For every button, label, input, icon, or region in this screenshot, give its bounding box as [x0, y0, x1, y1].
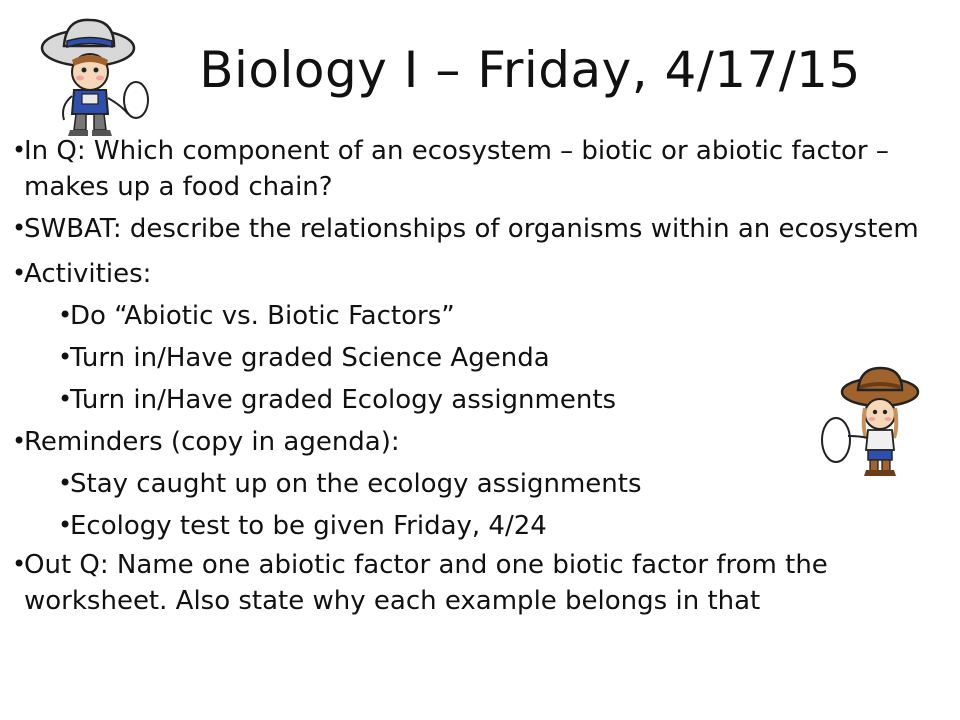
- sub-bullet-reminder-2: • Ecology test to be given Friday, 4/24: [58, 505, 952, 547]
- sub-bullet-reminder-1: • Stay caught up on the ecology assignments: [58, 463, 952, 505]
- sub-bullet-activity-3: • Turn in/Have graded Ecology assignments: [58, 379, 952, 421]
- bullet-reminders: • Reminders (copy in agenda):: [12, 421, 952, 463]
- bullet-list: [12, 133, 952, 625]
- page-title: Biology I – Friday, 4/17/15: [199, 41, 861, 99]
- bullet-activities: • Activities:: [12, 253, 952, 295]
- sub-bullet-activity-1: • Do “Abiotic vs. Biotic Factors”: [58, 295, 952, 337]
- bullet-out-q: • Out Q: Name one abiotic factor and one biotic factor from the worksheet. Also state why each example belongs in that: [12, 547, 952, 619]
- bullet-in-q: • In Q: Which component of an ecosystem – biotic or abiotic factor – makes up a food chain?: [12, 133, 952, 205]
- cowgirl-clipart-image: [818, 366, 928, 478]
- sub-bullet-activity-2: • Turn in/Have graded Science Agenda: [58, 337, 952, 379]
- bullet-swbat: • SWBAT: describe the relationships of organisms within an ecosystem: [12, 211, 952, 247]
